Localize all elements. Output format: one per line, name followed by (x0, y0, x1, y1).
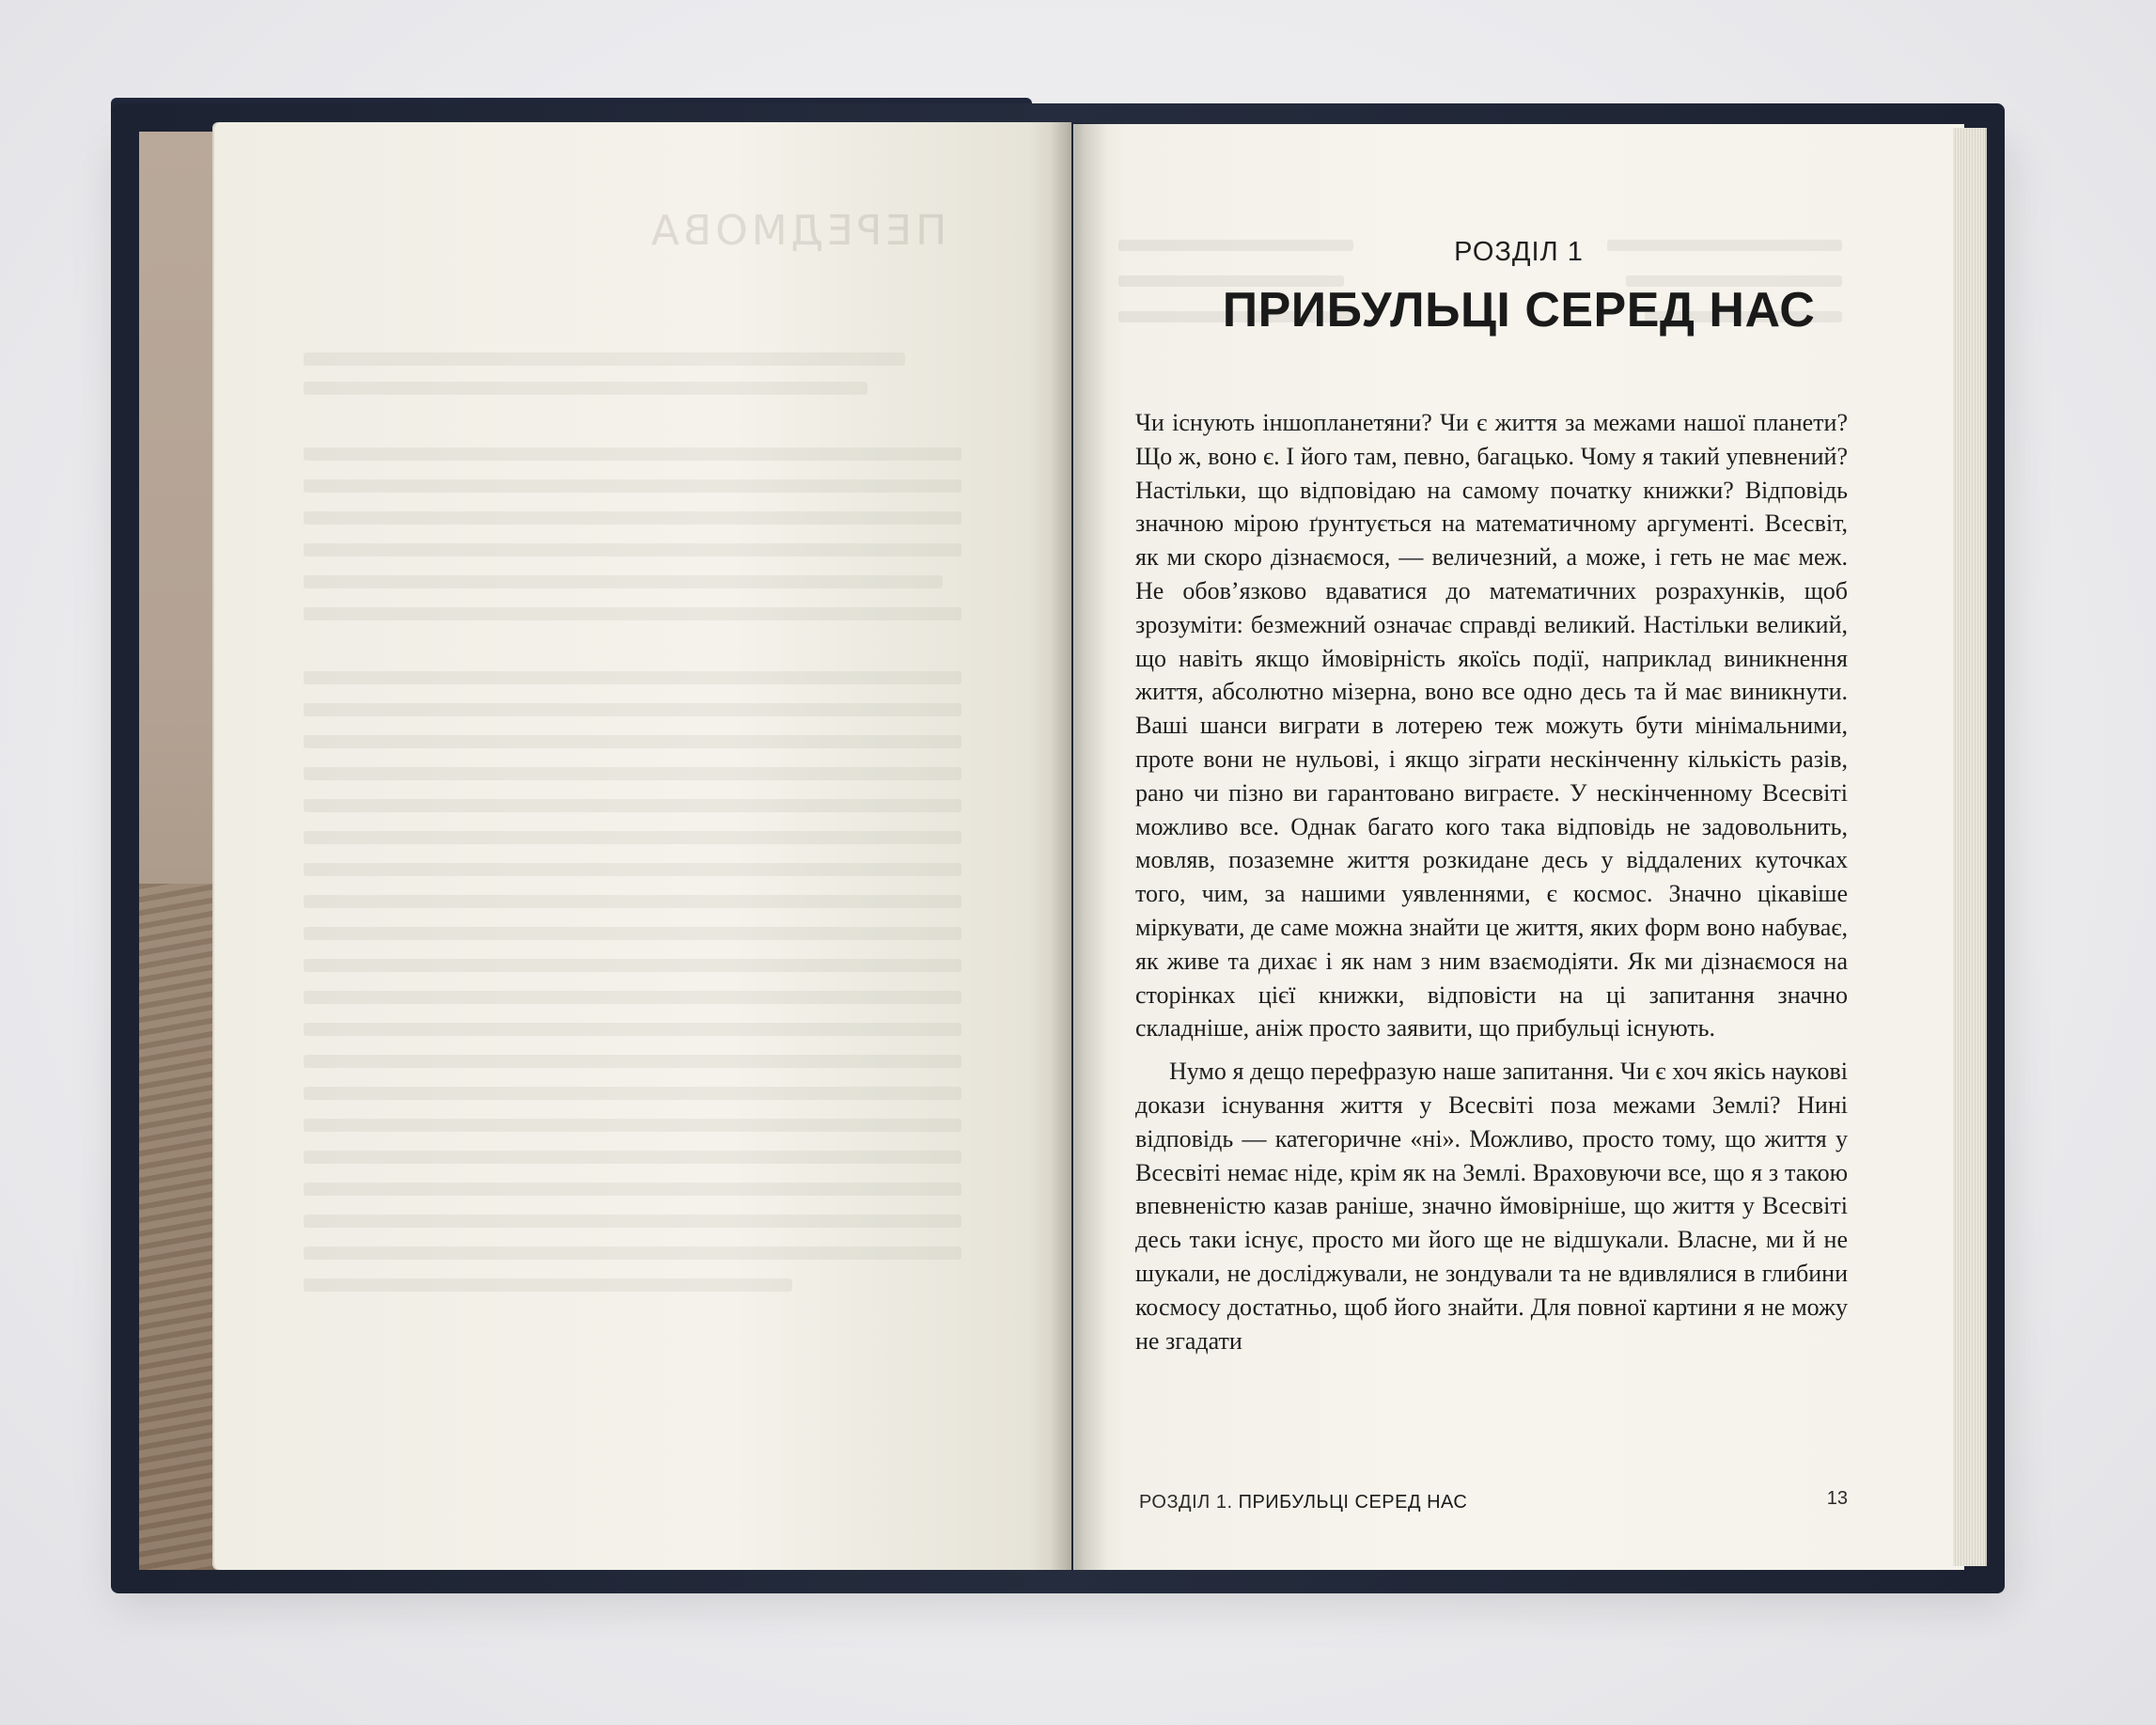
footer-chapter-prefix: РОЗДІЛ 1. (1139, 1492, 1233, 1513)
show-through-line (304, 991, 961, 1004)
show-through-line (304, 1215, 961, 1228)
show-through-line (304, 799, 961, 812)
show-through-line (304, 353, 905, 366)
page-number: 13 (1826, 1488, 1848, 1509)
show-through-heading: ПЕРЕДМОВА (647, 207, 947, 255)
show-through-line (304, 1247, 961, 1260)
show-through-line (304, 607, 961, 620)
chapter-title: ПРИБУЛЬЦІ СЕРЕД НАС (1222, 283, 1816, 337)
show-through-line (304, 1119, 961, 1132)
show-through-line (304, 671, 961, 684)
show-through-line (304, 1087, 961, 1100)
show-through-line (304, 703, 961, 716)
chapter-body (1135, 406, 1848, 1357)
page-edges (1953, 128, 1987, 1566)
show-through-line (304, 1278, 792, 1292)
left-page (214, 122, 1071, 1570)
show-through-line (304, 575, 943, 588)
body-paragraph: Чи існують іншопланетяни? Чи є життя за межами нашої планети? Що ж, воно є. І його там, певно, багацько. Чому я такий упевнений? Настільки, що відповідаю на самому початку книжки? Відповідь значною мірою ґрунтується на математичному аргументі. Всесвіт, як ми скоро дізнаємося, — величезний, а може, і геть не має меж. Не обов’язково вдаватися до математичних розрахунків, щоб зрозуміти: безмежний означає справді великий. Настільки великий, що навіть якщо ймовірність якоїсь події, наприклад виникнення життя, абсолютно мізерна, воно все одно десь та й має виникнути. Ваші шанси виграти в лотерею теж можуть бути мінімальними, проте вони не нульові, і якщо зіграти нескінченну кількість разів, рано чи пізно ви гарантовано виграєте. У нескінченному Всесвіті можливо все. Однак багато кого така відповідь не задовольнить, мовляв, позаземне життя розкидане десь у віддалених куточках того, чим, за нашими уявленнями, є космос. Значно цікавіше міркувати, де саме можна знайти це життя, яких форм воно набуває, як живе та дихає і як нам з ним взаємодіяти. Як ми дізнаємося на сторінках цієї книжки, відповісти на ці запитання значно складніше, аніж просто заявити, що прибульці існують. (1135, 409, 1848, 1043)
show-through-line (304, 447, 961, 461)
show-through-line (304, 959, 961, 972)
running-footer (1139, 1492, 1467, 1513)
show-through-line (304, 863, 961, 876)
show-through-line (304, 767, 961, 780)
show-through-line (304, 735, 961, 748)
show-through-line (304, 382, 867, 395)
footer-chapter-title: ПРИБУЛЬЦІ СЕРЕД НАС (1238, 1492, 1468, 1513)
show-through-line (304, 1183, 961, 1196)
body-paragraph: Нумо я дещо перефразую наше запитання. Чи є хоч якісь наукові докази існування життя у Всесвіті поза межами Землі? Нині відповідь — категоричне «ні». Можливо, просто тому, що життя у Всесвіті немає ніде, крім як на Землі. Враховуючи все, що я з такою впевненістю казав раніше, значно ймовірніше, що життя у Всесвіті десь таки існує, просто ми його ще не відшукали. Власне, ми й не шукали, не досліджували, не зондували та не вдивлялися в глибини космосу достатньо, щоб його знайти. Для повної картини я не можу не згадати (1135, 1058, 1848, 1355)
book-gutter (1051, 122, 1107, 1570)
show-through-line (304, 831, 961, 844)
show-through-line (304, 895, 961, 908)
show-through-line (304, 1055, 961, 1068)
show-through-line (304, 1023, 961, 1036)
show-through-line (304, 927, 961, 940)
show-through-line (304, 1151, 961, 1164)
chapter-label: РОЗДІЛ 1 (1454, 237, 1584, 267)
show-through-line (304, 479, 961, 493)
show-through-line (304, 543, 961, 557)
show-through-line (304, 511, 961, 525)
